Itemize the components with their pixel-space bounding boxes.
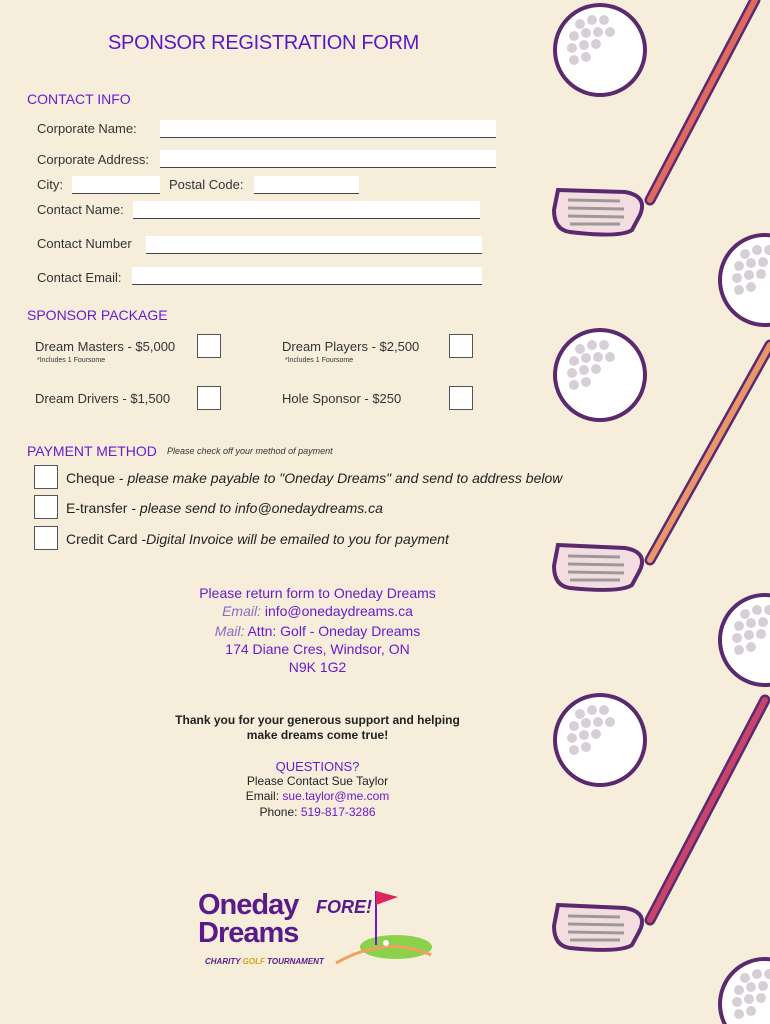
package-label: Hole Sponsor - $250 <box>282 391 402 406</box>
postal-code-field[interactable] <box>254 176 359 194</box>
golf-ball-icon <box>720 235 770 325</box>
payment-option-name: E-transfer <box>66 500 128 516</box>
contact-info-heading: CONTACT INFO <box>27 91 131 107</box>
return-mail-postal: N9K 1G2 <box>288 659 347 675</box>
golf-ball-icon <box>555 5 645 95</box>
payment-option-separator: - <box>137 531 147 547</box>
payment-hint: Please check off your method of payment <box>167 446 333 456</box>
logo-tagline <box>205 957 324 966</box>
questions-email-label: Email: <box>245 789 280 803</box>
corporate-name-field[interactable] <box>160 120 496 138</box>
thanks-line-2: make dreams come true! <box>246 728 389 742</box>
payment-option-etransfer <box>66 500 383 516</box>
logo-word-fore: FORE! <box>316 897 372 917</box>
corporate-name-label: Corporate Name: <box>37 121 137 136</box>
postal-code-label: Postal Code: <box>169 177 244 192</box>
package-note: *Includes 1 Foursome <box>37 357 106 364</box>
logo-word-dreams: Dreams <box>198 917 299 949</box>
package-label: Dream Drivers - $1,500 <box>35 391 171 406</box>
golf-ball-icon <box>555 330 645 420</box>
return-email-label: Email: <box>222 603 261 619</box>
etransfer-checkbox[interactable] <box>34 495 58 519</box>
payment-option-desc: Digital Invoice will be emailed to you for payment <box>146 531 449 547</box>
oneday-dreams-logo <box>196 885 436 975</box>
payment-option-desc: please send to info@onedaydreams.ca <box>139 500 383 516</box>
return-mail-attn: Attn: Golf - Oneday Dreams <box>247 623 421 639</box>
contact-email-label: Contact Email: <box>37 270 122 285</box>
payment-option-cheque <box>66 470 562 486</box>
contact-name-field[interactable] <box>133 201 480 219</box>
dream-masters-checkbox[interactable] <box>197 334 221 358</box>
return-email-line <box>0 603 635 619</box>
logo-tagline-golf: GOLF <box>242 957 265 966</box>
city-label: City: <box>37 177 63 192</box>
payment-option-name: Cheque <box>66 470 116 486</box>
questions-email-link[interactable]: sue.taylor@me.com <box>282 789 390 803</box>
contact-number-field[interactable] <box>146 236 482 254</box>
package-note: *Includes 1 Foursome <box>285 357 354 364</box>
questions-email-line <box>0 789 635 803</box>
sponsor-package-heading: SPONSOR PACKAGE <box>27 307 168 323</box>
return-mail-street: 174 Diane Cres, Windsor, ON <box>225 641 410 657</box>
contact-email-field[interactable] <box>132 267 482 285</box>
return-email[interactable]: info@onedaydreams.ca <box>264 603 413 619</box>
corporate-address-label: Corporate Address: <box>37 152 150 167</box>
contact-name-label: Contact Name: <box>37 202 124 217</box>
logo-tagline-charity: CHARITY <box>205 957 241 966</box>
thanks-line-1: Thank you for your generous support and helping <box>175 713 460 727</box>
golf-ball-icon <box>720 595 770 685</box>
questions-heading: QUESTIONS? <box>275 759 360 774</box>
golf-decoration <box>540 0 770 1024</box>
contact-number-label: Contact Number <box>37 236 132 251</box>
payment-option-name: Credit Card <box>66 531 138 547</box>
page-title: SPONSOR REGISTRATION FORM <box>108 32 420 54</box>
package-label: Dream Players - $2,500 <box>282 339 420 354</box>
questions-phone-line <box>0 805 635 819</box>
city-field[interactable] <box>72 176 160 194</box>
payment-method-heading: PAYMENT METHOD <box>27 443 157 459</box>
package-label: Dream Masters - $5,000 <box>35 339 176 354</box>
dream-drivers-checkbox[interactable] <box>197 386 221 410</box>
payment-option-credit-card <box>66 531 449 547</box>
return-form-line: Please return form to Oneday Dreams <box>199 585 436 601</box>
corporate-address-field[interactable] <box>160 150 496 168</box>
logo-word-oneday: Oneday <box>198 889 299 921</box>
golf-ball-icon <box>720 959 770 1024</box>
payment-option-separator: - <box>115 470 128 486</box>
return-mail-line <box>0 623 635 639</box>
questions-phone-label: Phone: <box>259 805 298 819</box>
payment-option-separator: - <box>127 500 140 516</box>
logo-tagline-tournament: TOURNAMENT <box>267 957 324 966</box>
payment-option-desc: please make payable to "Oneday Dreams" and send to address below <box>127 470 563 486</box>
return-mail-label: Mail: <box>214 623 245 639</box>
questions-contact: Please Contact Sue Taylor <box>246 774 389 788</box>
cheque-checkbox[interactable] <box>34 465 58 489</box>
credit-card-checkbox[interactable] <box>34 526 58 550</box>
dream-players-checkbox[interactable] <box>449 334 473 358</box>
hole-sponsor-checkbox[interactable] <box>449 386 473 410</box>
questions-phone-link[interactable]: 519-817-3286 <box>300 805 376 819</box>
